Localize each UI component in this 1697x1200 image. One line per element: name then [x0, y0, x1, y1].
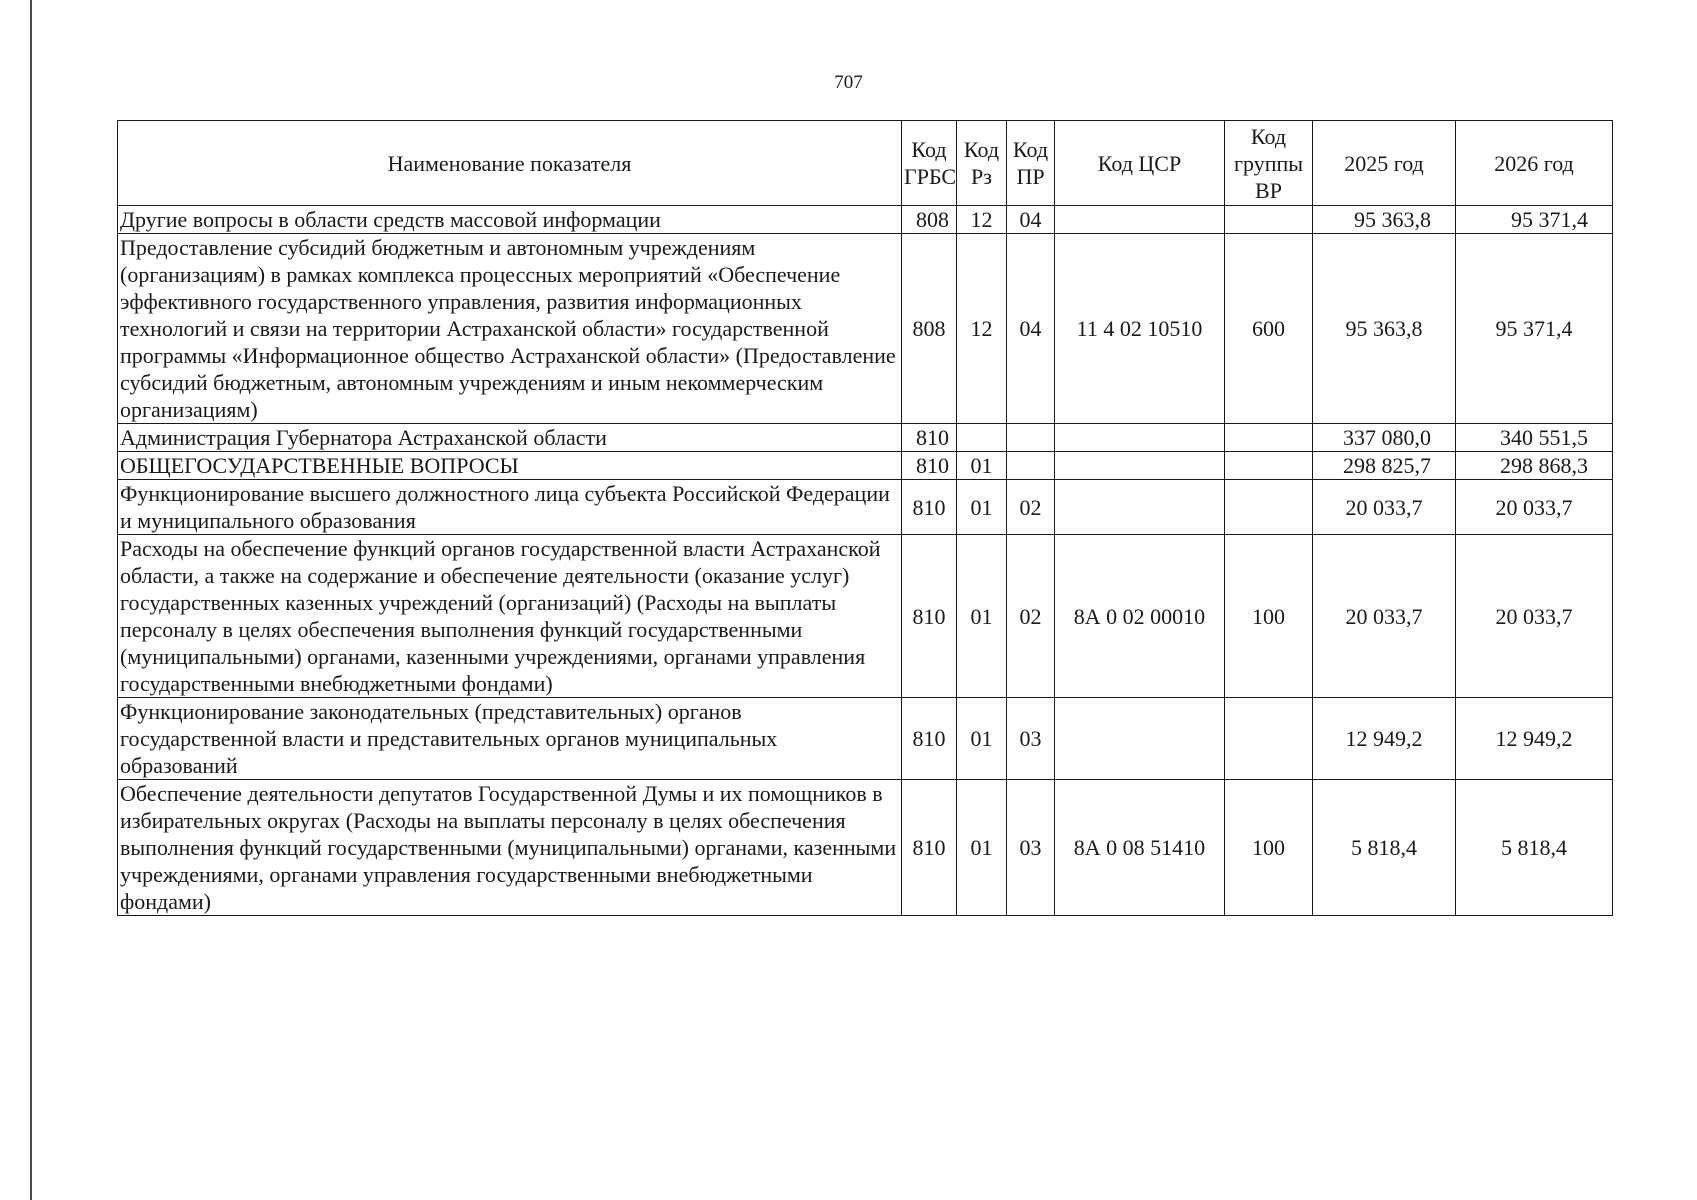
row-vr: [1225, 424, 1313, 452]
header-vr-line2: группы: [1233, 150, 1304, 176]
row-grbs: 810: [902, 480, 957, 535]
header-vr-line1: Код: [1250, 123, 1287, 149]
row-name: Функционирование высшего должностного лица субъекта Российской Федерации и муниципального образования: [118, 480, 902, 535]
row-name: Другие вопросы в области средств массовой информации: [118, 206, 902, 234]
header-csr: Код ЦСР: [1055, 121, 1225, 206]
table-header-row: [118, 121, 1613, 206]
row-rz: 01: [957, 535, 1007, 698]
row-csr: [1055, 698, 1225, 780]
row-rz: 01: [957, 780, 1007, 916]
row-rz: 01: [957, 698, 1007, 780]
row-2026: 95 371,4: [1456, 206, 1613, 234]
row-name: Обеспечение деятельности депутатов Государственной Думы и их помощников в избирательных округах (Расходы на выплаты персоналу в целях обеспечения выполнения функций государственными (муниципальными) органами, казенными учреждениями, органами управления государственными внебюджетными фондами): [118, 780, 902, 916]
row-grbs: 810: [902, 452, 957, 480]
row-2025: 337 080,0: [1313, 424, 1456, 452]
row-2026: 20 033,7: [1456, 480, 1613, 535]
row-grbs: 810: [902, 780, 957, 916]
row-pr: [1007, 452, 1055, 480]
budget-table: [117, 120, 1613, 916]
row-name: ОБЩЕГОСУДАРСТВЕННЫЕ ВОПРОСЫ: [118, 452, 902, 480]
row-rz: 01: [957, 452, 1007, 480]
row-pr: 04: [1007, 234, 1055, 424]
row-2025: 95 363,8: [1313, 206, 1456, 234]
header-vr-line3: ВР: [1255, 177, 1282, 203]
header-pr-line1: Код: [1012, 137, 1049, 162]
row-csr: [1055, 424, 1225, 452]
row-vr: 100: [1225, 535, 1313, 698]
row-vr: 600: [1225, 234, 1313, 424]
header-2025: 2025 год: [1313, 121, 1456, 206]
table-row: [118, 698, 1613, 780]
header-grbs-line1: Код: [911, 137, 947, 162]
row-name: Администрация Губернатора Астраханской области: [118, 424, 902, 452]
row-vr: [1225, 452, 1313, 480]
header-rz-line2: Рз: [971, 164, 992, 189]
row-2026: 5 818,4: [1456, 780, 1613, 916]
header-pr: [1007, 121, 1055, 206]
row-grbs: 810: [902, 535, 957, 698]
row-csr: 8А 0 02 00010: [1055, 535, 1225, 698]
row-pr: 03: [1007, 698, 1055, 780]
row-vr: [1225, 480, 1313, 535]
row-vr: [1225, 206, 1313, 234]
row-vr: 100: [1225, 780, 1313, 916]
row-2025: 95 363,8: [1313, 234, 1456, 424]
row-2026: 340 551,5: [1456, 424, 1613, 452]
table-row: [118, 424, 1613, 452]
table-row: [118, 480, 1613, 535]
row-rz: 12: [957, 206, 1007, 234]
header-name: Наименование показателя: [118, 121, 902, 206]
row-pr: 02: [1007, 535, 1055, 698]
row-2026: 20 033,7: [1456, 535, 1613, 698]
table-row: [118, 780, 1613, 916]
header-rz-line1: Код: [963, 137, 1000, 162]
table-row: [118, 535, 1613, 698]
row-pr: [1007, 424, 1055, 452]
row-name: Функционирование законодательных (представительных) органов государственной власти и представительных органов муниципальных образований: [118, 698, 902, 780]
row-grbs: 810: [902, 698, 957, 780]
row-rz: 01: [957, 480, 1007, 535]
row-name: Предоставление субсидий бюджетным и автономным учреждениям (организациям) в рамках комплекса процессных мероприятий «Обеспечение эффективного государственного управления, развития информационных технологий и связи на территории Астраханской области» государственной программы «Информационное общество Астраханской области» (Предоставление субсидий бюджетным, автономным учреждениям и иным некоммерческим организациям): [118, 234, 902, 424]
row-2026: 95 371,4: [1456, 234, 1613, 424]
header-2026: 2026 год: [1456, 121, 1613, 206]
header-grbs-line2: ГРБС: [904, 164, 957, 189]
row-rz: [957, 424, 1007, 452]
row-pr: 02: [1007, 480, 1055, 535]
row-2025: 20 033,7: [1313, 535, 1456, 698]
row-vr: [1225, 698, 1313, 780]
row-csr: 8А 0 08 51410: [1055, 780, 1225, 916]
header-rz: [957, 121, 1007, 206]
row-grbs: 808: [902, 234, 957, 424]
header-grbs: [902, 121, 957, 206]
page-number: 707: [834, 72, 863, 93]
row-2025: 12 949,2: [1313, 698, 1456, 780]
row-grbs: 810: [902, 424, 957, 452]
header-pr-line2: ПР: [1016, 164, 1045, 189]
row-2026: 298 868,3: [1456, 452, 1613, 480]
row-pr: 04: [1007, 206, 1055, 234]
row-2025: 5 818,4: [1313, 780, 1456, 916]
row-name: Расходы на обеспечение функций органов государственной власти Астраханской области, а также на содержание и обеспечение деятельности (оказание услуг) государственных казенных учреждений (организаций) (Расходы на выплаты персоналу в целях обеспечения выполнения функций государственными (муниципальными) органами, казенными учреждениями, органами управления государственными внебюджетными фондами): [118, 535, 902, 698]
row-grbs: 808: [902, 206, 957, 234]
table-row: [118, 206, 1613, 234]
header-vr: [1225, 121, 1313, 206]
row-csr: [1055, 480, 1225, 535]
row-2025: 20 033,7: [1313, 480, 1456, 535]
row-csr: [1055, 452, 1225, 480]
table-row: [118, 234, 1613, 424]
row-csr: [1055, 206, 1225, 234]
row-2025: 298 825,7: [1313, 452, 1456, 480]
table-row: [118, 452, 1613, 480]
row-2026: 12 949,2: [1456, 698, 1613, 780]
scan-edge-line: [30, 0, 32, 1200]
row-pr: 03: [1007, 780, 1055, 916]
row-csr: 11 4 02 10510: [1055, 234, 1225, 424]
row-rz: 12: [957, 234, 1007, 424]
